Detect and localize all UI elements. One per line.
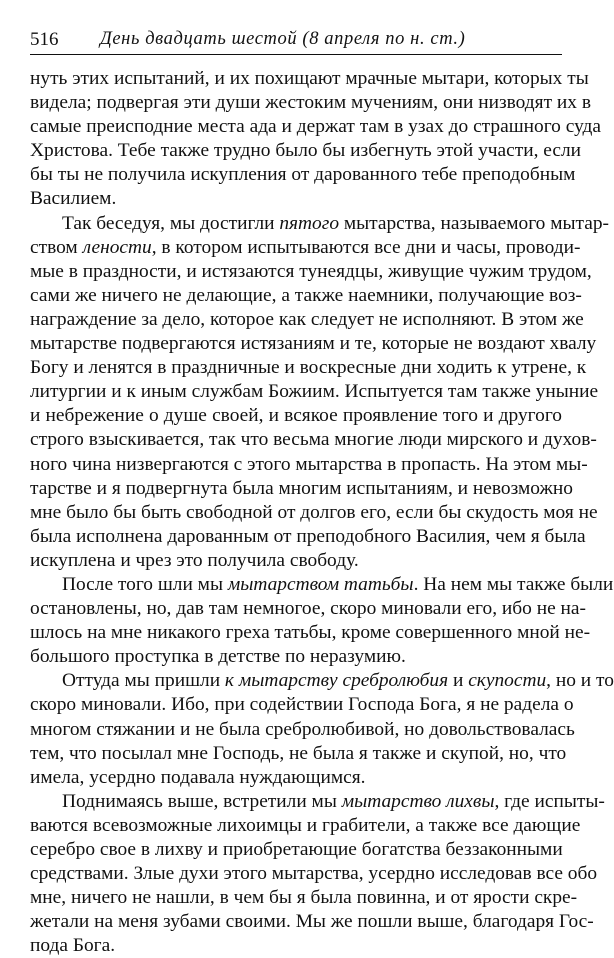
paragraph bbox=[30, 212, 609, 573]
text-line bbox=[30, 284, 582, 308]
text-run: серебро свое в лихву и приобретающие богатства беззаконными bbox=[30, 839, 563, 860]
text-line bbox=[30, 742, 567, 766]
text-run: мне, ничего не нашли, в чем бы я была повинна, и от ярости скре- bbox=[30, 887, 578, 909]
running-title: День двадцать шестой (8 апреля по н. ст.) bbox=[100, 29, 466, 49]
text-line bbox=[30, 573, 614, 597]
text-run: мытарства, называемого мытар- bbox=[339, 212, 609, 234]
text-run: нуть этих испытаний, и их похищают мрачные мытари, которых ты bbox=[30, 68, 589, 89]
text-run: тарстве и я подвергнута была многим испытаниям, и невозможно bbox=[30, 477, 573, 499]
text-run: и bbox=[448, 670, 469, 692]
text-run: пода Бога. bbox=[30, 935, 116, 957]
text-line bbox=[30, 380, 599, 404]
text-line bbox=[30, 814, 581, 838]
text-line bbox=[30, 453, 588, 477]
text-line bbox=[30, 718, 575, 742]
paragraph bbox=[30, 669, 614, 789]
text-line bbox=[30, 910, 594, 934]
text-line bbox=[30, 597, 586, 621]
italic-term: скупости bbox=[468, 670, 547, 692]
text-line bbox=[30, 477, 573, 501]
text-line bbox=[30, 862, 598, 886]
text-run: мне было бы быть свободной от долгов его, если бы скудость моя не bbox=[30, 501, 598, 523]
italic-term: к мытарству сребролюбия bbox=[224, 670, 449, 692]
text-line bbox=[30, 669, 614, 693]
text-line bbox=[30, 790, 605, 814]
italic-term: мытарство лихвы bbox=[341, 790, 495, 812]
text-run: литургии и к иным службам Божиим. Испытуется там также уныние bbox=[30, 381, 599, 403]
text-line bbox=[30, 934, 562, 958]
text-run: награждение за дело, которое как следует не исполняют. В этом же bbox=[30, 308, 584, 330]
text-line bbox=[30, 139, 582, 163]
text-run: Василием. bbox=[30, 188, 117, 210]
text-line bbox=[30, 645, 562, 669]
text-run: большого проступка в детстве по неразумию. bbox=[30, 646, 406, 668]
text-run: , в котором испытываются все дни и часы, проводи- bbox=[151, 236, 581, 258]
text-line bbox=[30, 886, 578, 910]
text-run: искуплена и чрез это получила свободу. bbox=[30, 549, 359, 571]
text-run: Христова. Тебе также трудно было бы избегнуть этой участи, если bbox=[30, 140, 582, 162]
text-run: многом стяжании и не была сребролюбивой, но довольствовалась bbox=[30, 718, 575, 740]
text-line bbox=[30, 525, 586, 549]
text-run: сами же ничего не делающие, а также наемники, получающие воз- bbox=[30, 284, 582, 306]
text-run: была исполнена дарованным от преподобного Василия, чем я была bbox=[30, 525, 586, 547]
text-line bbox=[30, 501, 598, 525]
text-run: , где испыты- bbox=[494, 790, 605, 812]
italic-term: пятого bbox=[279, 212, 340, 234]
text-line bbox=[30, 115, 602, 139]
text-run: Поднимаясь выше, встретили мы bbox=[62, 790, 342, 812]
paragraph bbox=[30, 573, 614, 669]
paragraph bbox=[30, 67, 602, 212]
text-line bbox=[30, 308, 584, 332]
text-line bbox=[30, 766, 562, 790]
text-line bbox=[30, 260, 592, 284]
text-run: мые в праздности, и истязаются тунеядцы, живущие чужим трудом, bbox=[30, 260, 592, 282]
text-line bbox=[30, 163, 576, 187]
text-line bbox=[30, 621, 591, 645]
text-line bbox=[30, 187, 562, 211]
text-line bbox=[30, 838, 562, 862]
text-line bbox=[30, 236, 581, 260]
text-run: средствами. Злые духи этого мытарства, усердно исследовав все обо bbox=[30, 863, 598, 885]
text-run: Так беседуя, мы достигли bbox=[62, 212, 280, 234]
text-run: ством bbox=[30, 236, 83, 258]
text-line bbox=[30, 91, 591, 115]
text-run: имела, усердно подавала нуждающимся. bbox=[30, 766, 366, 788]
text-run: строго взыскивается, так что весьма многие люди мирского и духов- bbox=[30, 429, 597, 451]
text-run: жетали на меня зубами своими. Мы же пошли выше, благодаря Гос- bbox=[30, 911, 594, 933]
italic-term: лености bbox=[82, 236, 152, 258]
page-number: 516 bbox=[30, 29, 59, 50]
text-run: видела; подвергая эти души жестоким мучениям, они низводят их в bbox=[30, 92, 591, 114]
text-run: Богу и ленятся в праздничные и воскресные дни ходить к утрене, к bbox=[30, 357, 587, 379]
text-run: Оттуда мы пришли bbox=[62, 670, 225, 692]
text-run: остановлены, но, дав там немногое, скоро миновали его, ибо не на- bbox=[30, 598, 586, 620]
text-line bbox=[30, 404, 562, 428]
text-line bbox=[30, 332, 597, 356]
text-run: мытарстве подвергаются истязаниям и те, которые не воздают хвалу bbox=[30, 333, 597, 355]
text-run: тем, что посылал мне Господь, не была я также и скупой, но, что bbox=[30, 742, 567, 764]
text-run: , но и то bbox=[546, 670, 614, 692]
paragraph bbox=[30, 790, 605, 958]
text-run: скоро миновали. Ибо, при содействии Господа Бога, я не радела о bbox=[30, 694, 574, 716]
text-run: . На нем мы также были bbox=[413, 573, 614, 595]
text-run: шлось на мне никакого греха татьбы, кроме совершенного мной не- bbox=[30, 622, 591, 644]
text-run: бы ты не получила искупления от дарованного тебе преподобным bbox=[30, 164, 576, 186]
text-line bbox=[30, 212, 609, 236]
text-line bbox=[30, 67, 589, 91]
body-text bbox=[30, 67, 614, 958]
text-run: самые преисподние места ада и держат там в узах до страшного суда bbox=[30, 116, 602, 138]
text-line bbox=[30, 428, 597, 452]
text-run: ваются всевозможные лихоимцы и грабители, а также все дающие bbox=[30, 814, 581, 836]
text-line bbox=[30, 549, 562, 573]
running-header bbox=[30, 26, 562, 55]
text-line bbox=[30, 693, 574, 717]
text-run: и небрежение о душе своей, и всякое проявление того и другого bbox=[30, 405, 562, 427]
text-run: После того шли мы bbox=[62, 573, 228, 595]
italic-term: мытарством татьбы bbox=[227, 573, 414, 595]
text-line bbox=[30, 356, 587, 380]
text-run: ного чина низвергаются с этого мытарства в пропасть. На этом мы- bbox=[30, 453, 588, 475]
